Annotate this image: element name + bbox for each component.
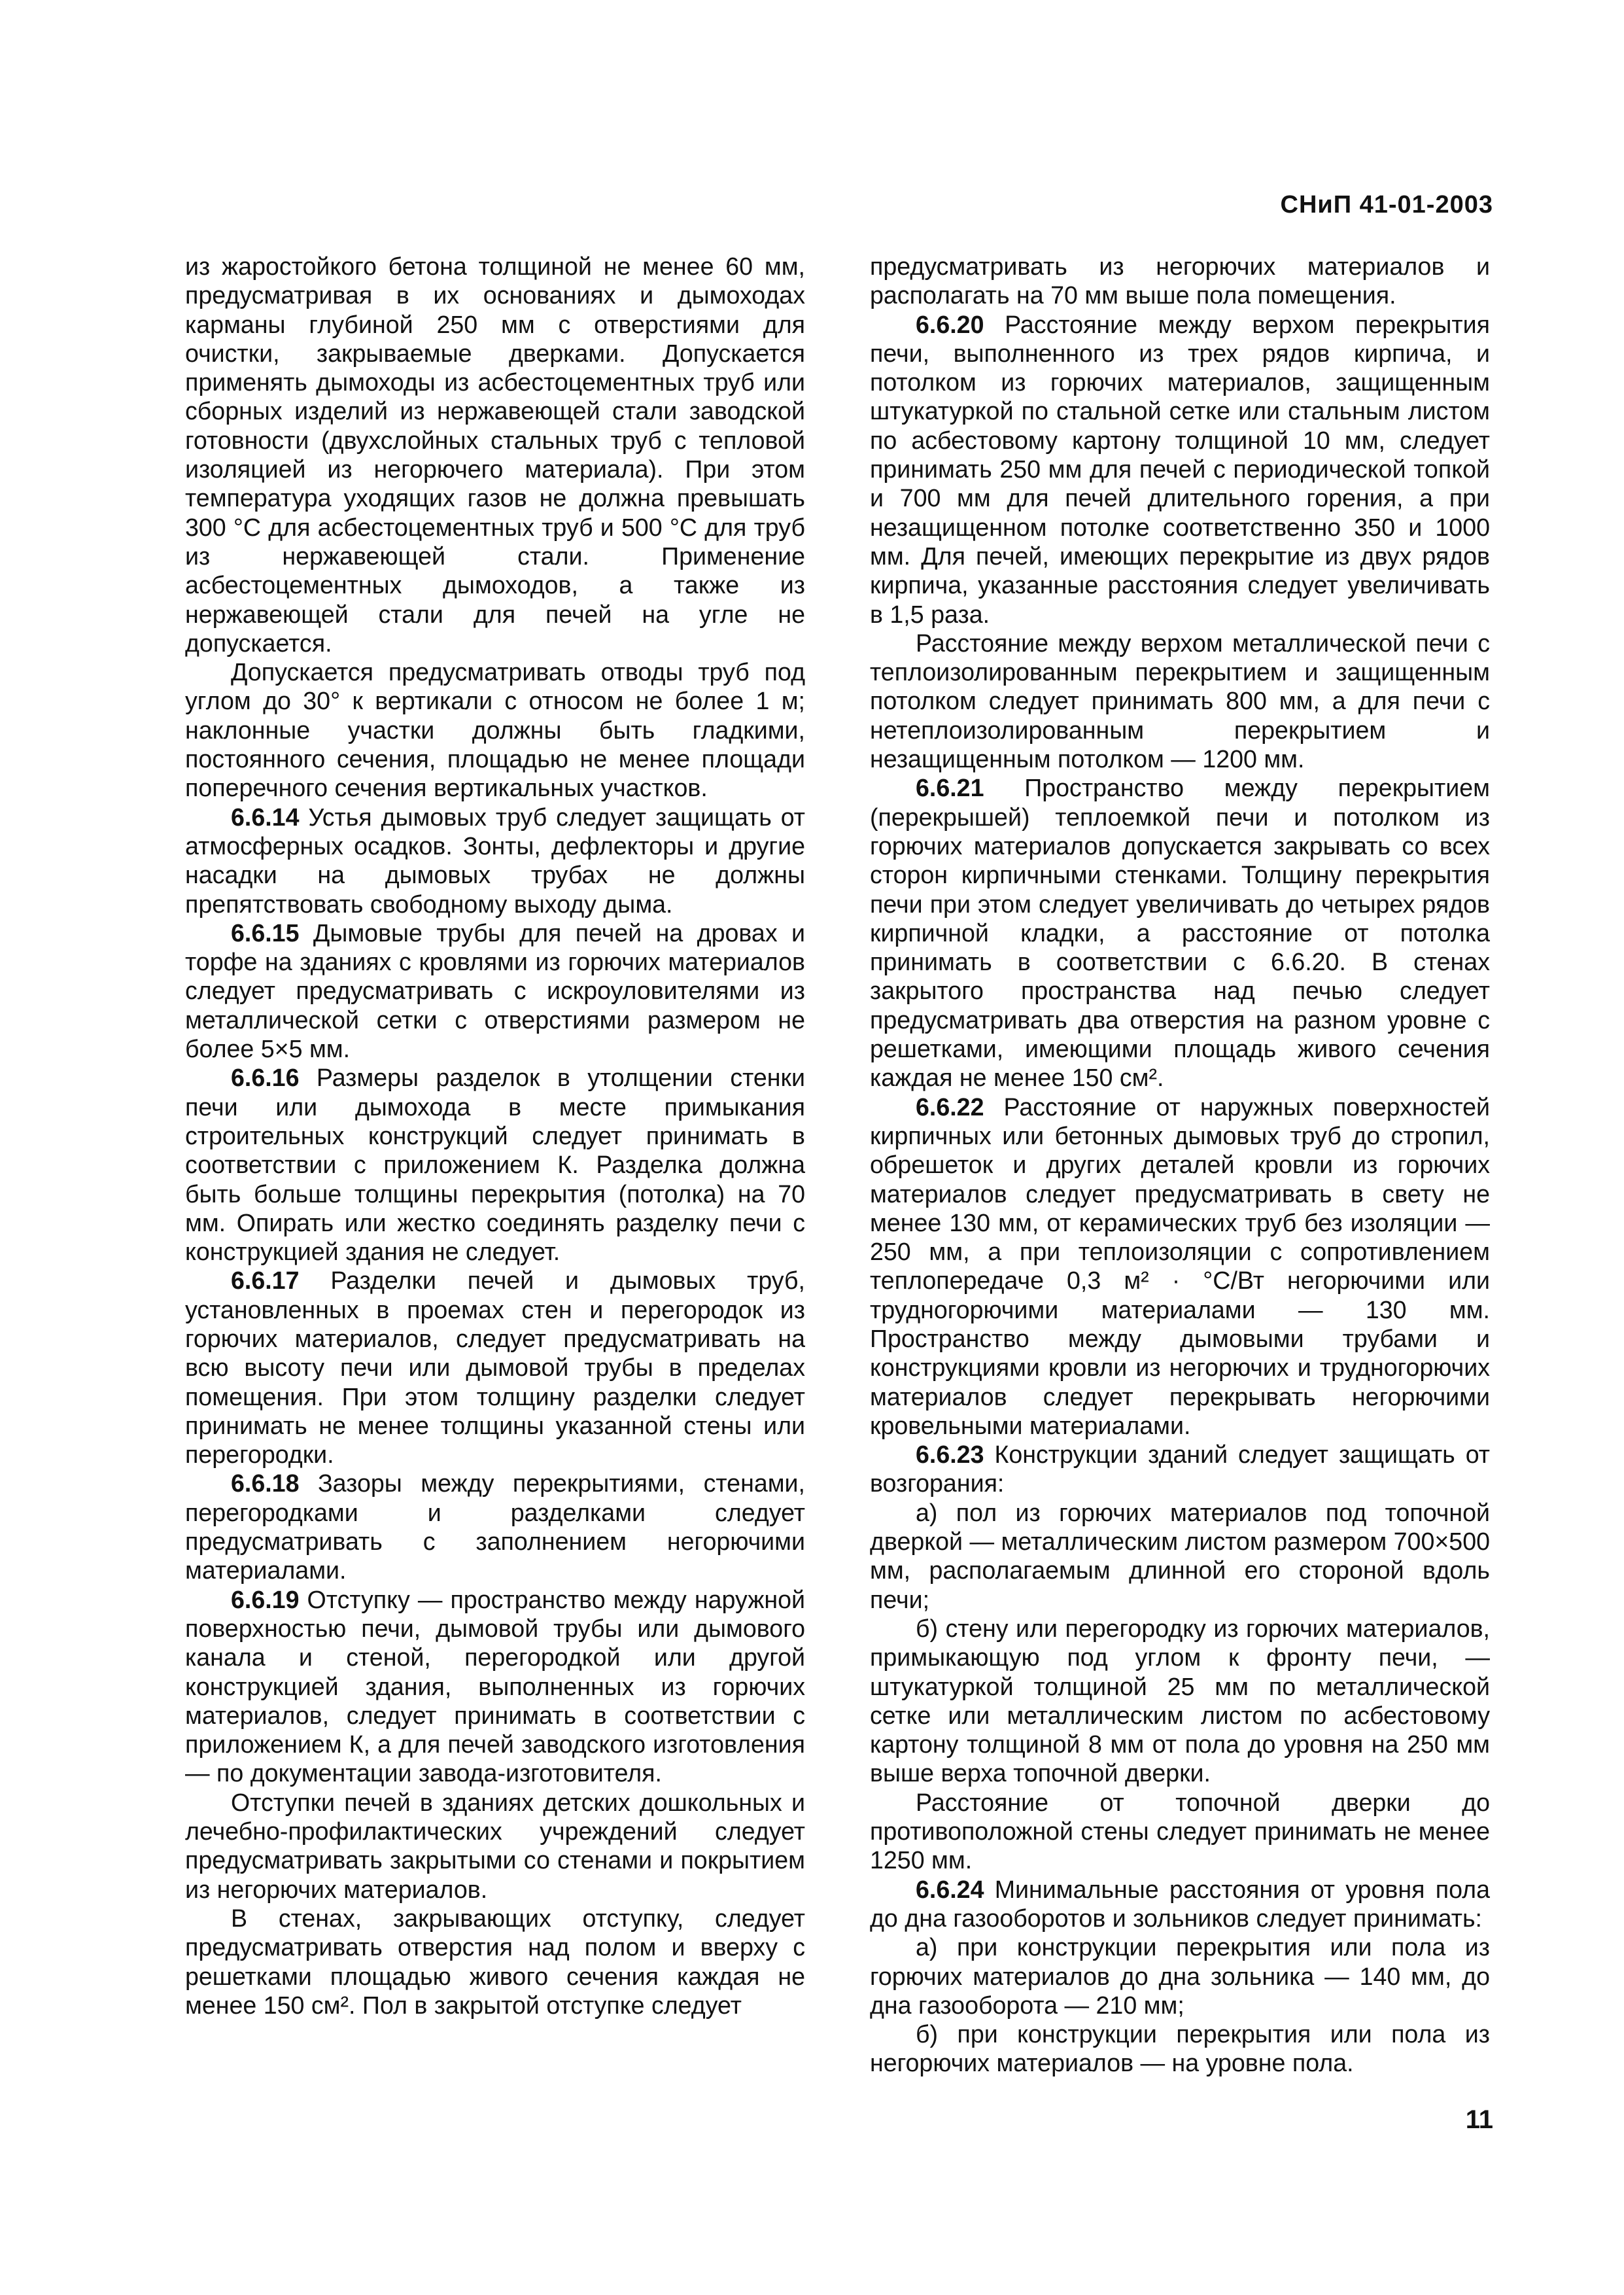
clause-number: 6.6.14 bbox=[231, 803, 300, 831]
clause: 6.6.19 Отступку — пространство между наружной поверхностью печи, дымовой трубы или дымового канала и стеной, перегородкой или другой конструкцией здания, выполненных из горючих материалов, следует принимать в соответствии с приложением К, а для печей заводского изготовления — по документации завода-изготовителя. bbox=[185, 1585, 805, 1787]
clause: 6.6.21 Пространство между перекрытием (перекрышей) теплоемкой печи и потолком из горючих материалов допускается закрывать со всех сторон кирпичными стенками. Толщину перекрытия печи при этом следует увеличивать до четырех рядов кирпичной кладки, а расстояние от потолка принимать в соответствии с 6.6.20. В стенах закрытого пространства над печью следует предусматривать два отверстия на разном уровне с решетками, имеющими площадь живого сечения каждая не менее 150 см². bbox=[870, 774, 1490, 1092]
paragraph: Расстояние между верхом металлической печи с теплоизолированным перекрытием и защищенным потолком следует принимать 800 мм, а для печи с нетеплоизолированным перекрытием и незащищенным потолком — 1200 мм. bbox=[870, 629, 1490, 773]
paragraph: предусматривать из негорючих материалов и располагать на 70 мм выше пола помещения. bbox=[870, 253, 1490, 309]
paragraph: Допускается предусматривать отводы труб под углом до 30° к вертикали с относом не более 1 м; наклонные участки должны быть гладкими, постоянного сечения, площадью не менее площади поперечного сечения вертикальных участков. bbox=[185, 658, 805, 802]
clause-number: 6.6.19 bbox=[231, 1585, 300, 1613]
clause: 6.6.14 Устья дымовых труб следует защищать от атмосферных осадков. Зонты, дефлекторы и другие насадки на дымовых трубах не должны препятствовать свободному выходу дыма. bbox=[185, 803, 805, 918]
clause-number: 6.6.15 bbox=[231, 919, 300, 947]
clause: 6.6.18 Зазоры между перекрытиями, стенами, перегородками и разделками следует предусматривать с заполнением негорючими материалами. bbox=[185, 1469, 805, 1585]
clause-number: 6.6.17 bbox=[231, 1267, 300, 1295]
paragraph: из жаростойкого бетона толщиной не менее 60 мм, предусматривая в их основаниях и дымоходах карманы глубиной 250 мм с отверстиями для очистки, закрываемые дверками. Допускается применять дымоходы из асбестоцементных труб или сборных изделий из нержавеющей стали заводской готовности (двухслойных стальных труб с тепловой изоляцией из негорючего материала). При этом температура уходящих газов не должна превышать 300 °С для асбестоцементных труб и 500 °С для труб из нержавеющей стали. Применение асбестоцементных дымоходов, а также из нержавеющей стали для печей на угле не допускается. bbox=[185, 253, 805, 657]
clause-number: 6.6.24 bbox=[916, 1875, 984, 1903]
clause-number: 6.6.20 bbox=[916, 310, 984, 338]
clause-number: 6.6.18 bbox=[231, 1469, 300, 1498]
list-item: а) при конструкции перекрытия или пола из горючих материалов до дна зольника — 140 мм, до дна газооборота — 210 мм; bbox=[870, 1933, 1490, 2019]
clause-number: 6.6.21 bbox=[916, 774, 984, 802]
paragraph: Отступки печей в зданиях детских дошкольных и лечебно-профилактических учреждений следует предусматривать закрытыми со стенами и покрытием из негорючих материалов. bbox=[185, 1788, 805, 1903]
list-item: а) пол из горючих материалов под топочной дверкой — металлическим листом размером 700×500 мм, располагаемым длинной его стороной вдоль печи; bbox=[870, 1498, 1490, 1613]
clause: 6.6.17 Разделки печей и дымовых труб, установленных в проемах стен и перегородок из горючих материалов, следует предусматривать на всю высоту печи или дымовой трубы в пределах помещения. При этом толщину разделки следует принимать не менее толщины указанной стены или перегородки. bbox=[185, 1267, 805, 1469]
clause: 6.6.23 Конструкции зданий следует защищать от возгорания: bbox=[870, 1441, 1490, 1498]
list-item: б) при конструкции перекрытия или пола из негорючих материалов — на уровне пола. bbox=[870, 2020, 1490, 2077]
clause: 6.6.22 Расстояние от наружных поверхностей кирпичных или бетонных дымовых труб до стропил, обрешеток и других деталей кровли из горючих материалов следует предусматривать в свету не менее 130 мм, от керамических труб без изоляции — 250 мм, а при теплоизоляции с сопротивлением теплопередаче 0,3 м² · °С/Вт негорючими или трудногорючими материалами — 130 мм. Пространство между дымовыми трубами и конструкциями кровли из негорючих и трудногорючих материалов следует перекрывать негорючими кровельными материалами. bbox=[870, 1093, 1490, 1439]
clause: 6.6.24 Минимальные расстояния от уровня пола до дна газооборотов и зольников следует принимать: bbox=[870, 1875, 1490, 1932]
right-column bbox=[870, 252, 1490, 2078]
clause: 6.6.16 Размеры разделок в утолщении стенки печи или дымохода в месте примыкания строительных конструкций следует принимать в соответствии с приложением К. Разделка должна быть больше толщины перекрытия (потолка) на 70 мм. Опирать или жестко соединять разделку печи с конструкцией здания не следует. bbox=[185, 1064, 805, 1266]
list-item: б) стену или перегородку из горючих материалов, примыкающую под углом к фронту печи, — штукатуркой толщиной 25 мм по металлической сетке или металлическим листом по асбестовому картону толщиной 8 мм от пола до уровня на 250 мм выше верха топочной дверки. bbox=[870, 1614, 1490, 1787]
clause-number: 6.6.16 bbox=[231, 1064, 300, 1092]
clause-number: 6.6.22 bbox=[916, 1093, 984, 1121]
page-number: 11 bbox=[1465, 2105, 1493, 2134]
clause: 6.6.20 Расстояние между верхом перекрытия печи, выполненного из трех рядов кирпича, и потолком из горючих материалов, защищенным штукатуркой по стальной сетке или стальным листом по асбестовому картону толщиной 10 мм, следует принимать 250 мм для печей с периодической топкой и 700 мм для печей длительного горения, а при незащищенном потолке соответственно 350 и 1000 мм. Для печей, имеющих перекрытие из двух рядов кирпича, указанные расстояния следует увеличивать в 1,5 раза. bbox=[870, 310, 1490, 628]
clause-number: 6.6.23 bbox=[916, 1441, 984, 1469]
paragraph: В стенах, закрывающих отступку, следует предусматривать отверстия над полом и вверху с решетками площадью живого сечения каждая не менее 150 см². Пол в закрытой отступке следует bbox=[185, 1904, 805, 2019]
document-code: СНиП 41-01-2003 bbox=[1280, 191, 1493, 219]
clause: 6.6.15 Дымовые трубы для печей на дровах и торфе на зданиях с кровлями из горючих материалов следует предусматривать с искроуловителями из металлической сетки с отверстиями размером не более 5×5 мм. bbox=[185, 919, 806, 1063]
left-column bbox=[185, 252, 805, 2020]
paragraph: Расстояние от топочной дверки до противоположной стены следует принимать не менее 1250 мм. bbox=[870, 1788, 1490, 1874]
